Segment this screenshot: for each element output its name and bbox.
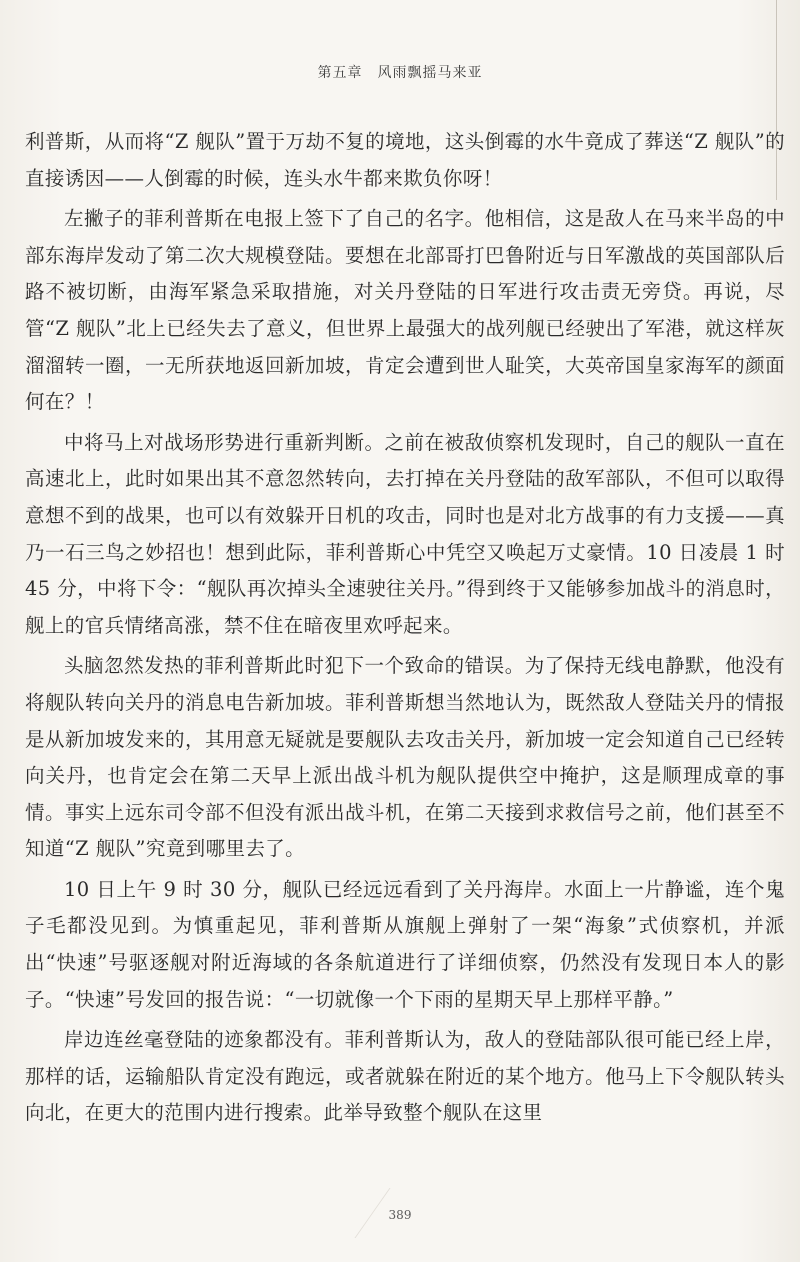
running-head: 第五章 风雨飘摇马来亚 (317, 65, 483, 81)
paragraph: 左撇子的菲利普斯在电报上签下了自己的名字。他相信，这是敌人在马来半岛的中部东海岸发动了第二次大规模登陆。要想在北部哥打巴鲁附近与日军激战的英国部队后路不被切断，由海军紧急采取措施，对关丹登陆的日军进行攻击责无旁贷。再说，尽管“Z 舰队”北上已经失去了意义，但世界上最强大的战列舰已经驶出了军港，就这样灰溜溜转一圈，一无所获地返回新加坡，肯定会遭到世人耻笑，大英帝国皇家海军的颜面何在？！ (25, 207, 785, 414)
paragraph: 10 日上午 9 时 30 分，舰队已经远远看到了关丹海岸。水面上一片静谧，连个鬼子毛都没见到。为慎重起见，菲利普斯从旗舰上弹射了一架“海象”式侦察机，并派出“快速”号驱逐舰对附近海域的各条航道进行了详细侦察，仍然没有发现日本人的影子。“快速”号发回的报告说：“一切就像一个下雨的星期天早上那样平静。” (25, 877, 785, 1011)
paragraph: 中将马上对战场形势进行重新判断。之前在被敌侦察机发现时，自己的舰队一直在高速北上，此时如果出其不意忽然转向，去打掉在关丹登陆的敌军部队，不但可以取得意想不到的战果，也可以有效躲开日机的攻击，同时也是对北方战事的有力支援——真乃一石三鸟之妙招也！想到此际，菲利普斯心中凭空又唤起万丈豪情。10 日凌晨 1 时 45 分，中将下令：“舰队再次掉头全速驶往关丹。”得到终于又能够参加战斗的消息时，舰上的官兵情绪高涨，禁不住在暗夜里欢呼起来。 (25, 430, 785, 637)
page-number: 389 (388, 1208, 412, 1222)
paragraph: 头脑忽然发热的菲利普斯此时犯下一个致命的错误。为了保持无线电静默，他没有将舰队转向关丹的消息电告新加坡。菲利普斯想当然地认为，既然敌人登陆关丹的情报是从新加坡发来的，其用意无疑就是要舰队去攻击关丹，新加坡一定会知道自己已经转向关丹，也肯定会在第二天早上派出战斗机为舰队提供空中掩护，这是顺理成章的事情。事实上远东司令部不但没有派出战斗机，在第二天接到求救信号之前，他们甚至不知道“Z 舰队”究竟到哪里去了。 (25, 654, 785, 861)
paragraph-continued: 利普斯，从而将“Z 舰队”置于万劫不复的境地，这头倒霉的水牛竟成了葬送“Z 舰队”的直接诱因——人倒霉的时候，连头水牛都来欺负你呀！ (25, 130, 785, 190)
paragraph: 岸边连丝毫登陆的迹象都没有。菲利普斯认为，敌人的登陆部队很可能已经上岸，那样的话，运输船队肯定没有跑远，或者就躲在附近的某个地方。他马上下令舰队转头向北，在更大的范围内进行搜索。此举导致整个舰队在这里 (25, 1028, 785, 1125)
body-text (25, 124, 785, 1136)
